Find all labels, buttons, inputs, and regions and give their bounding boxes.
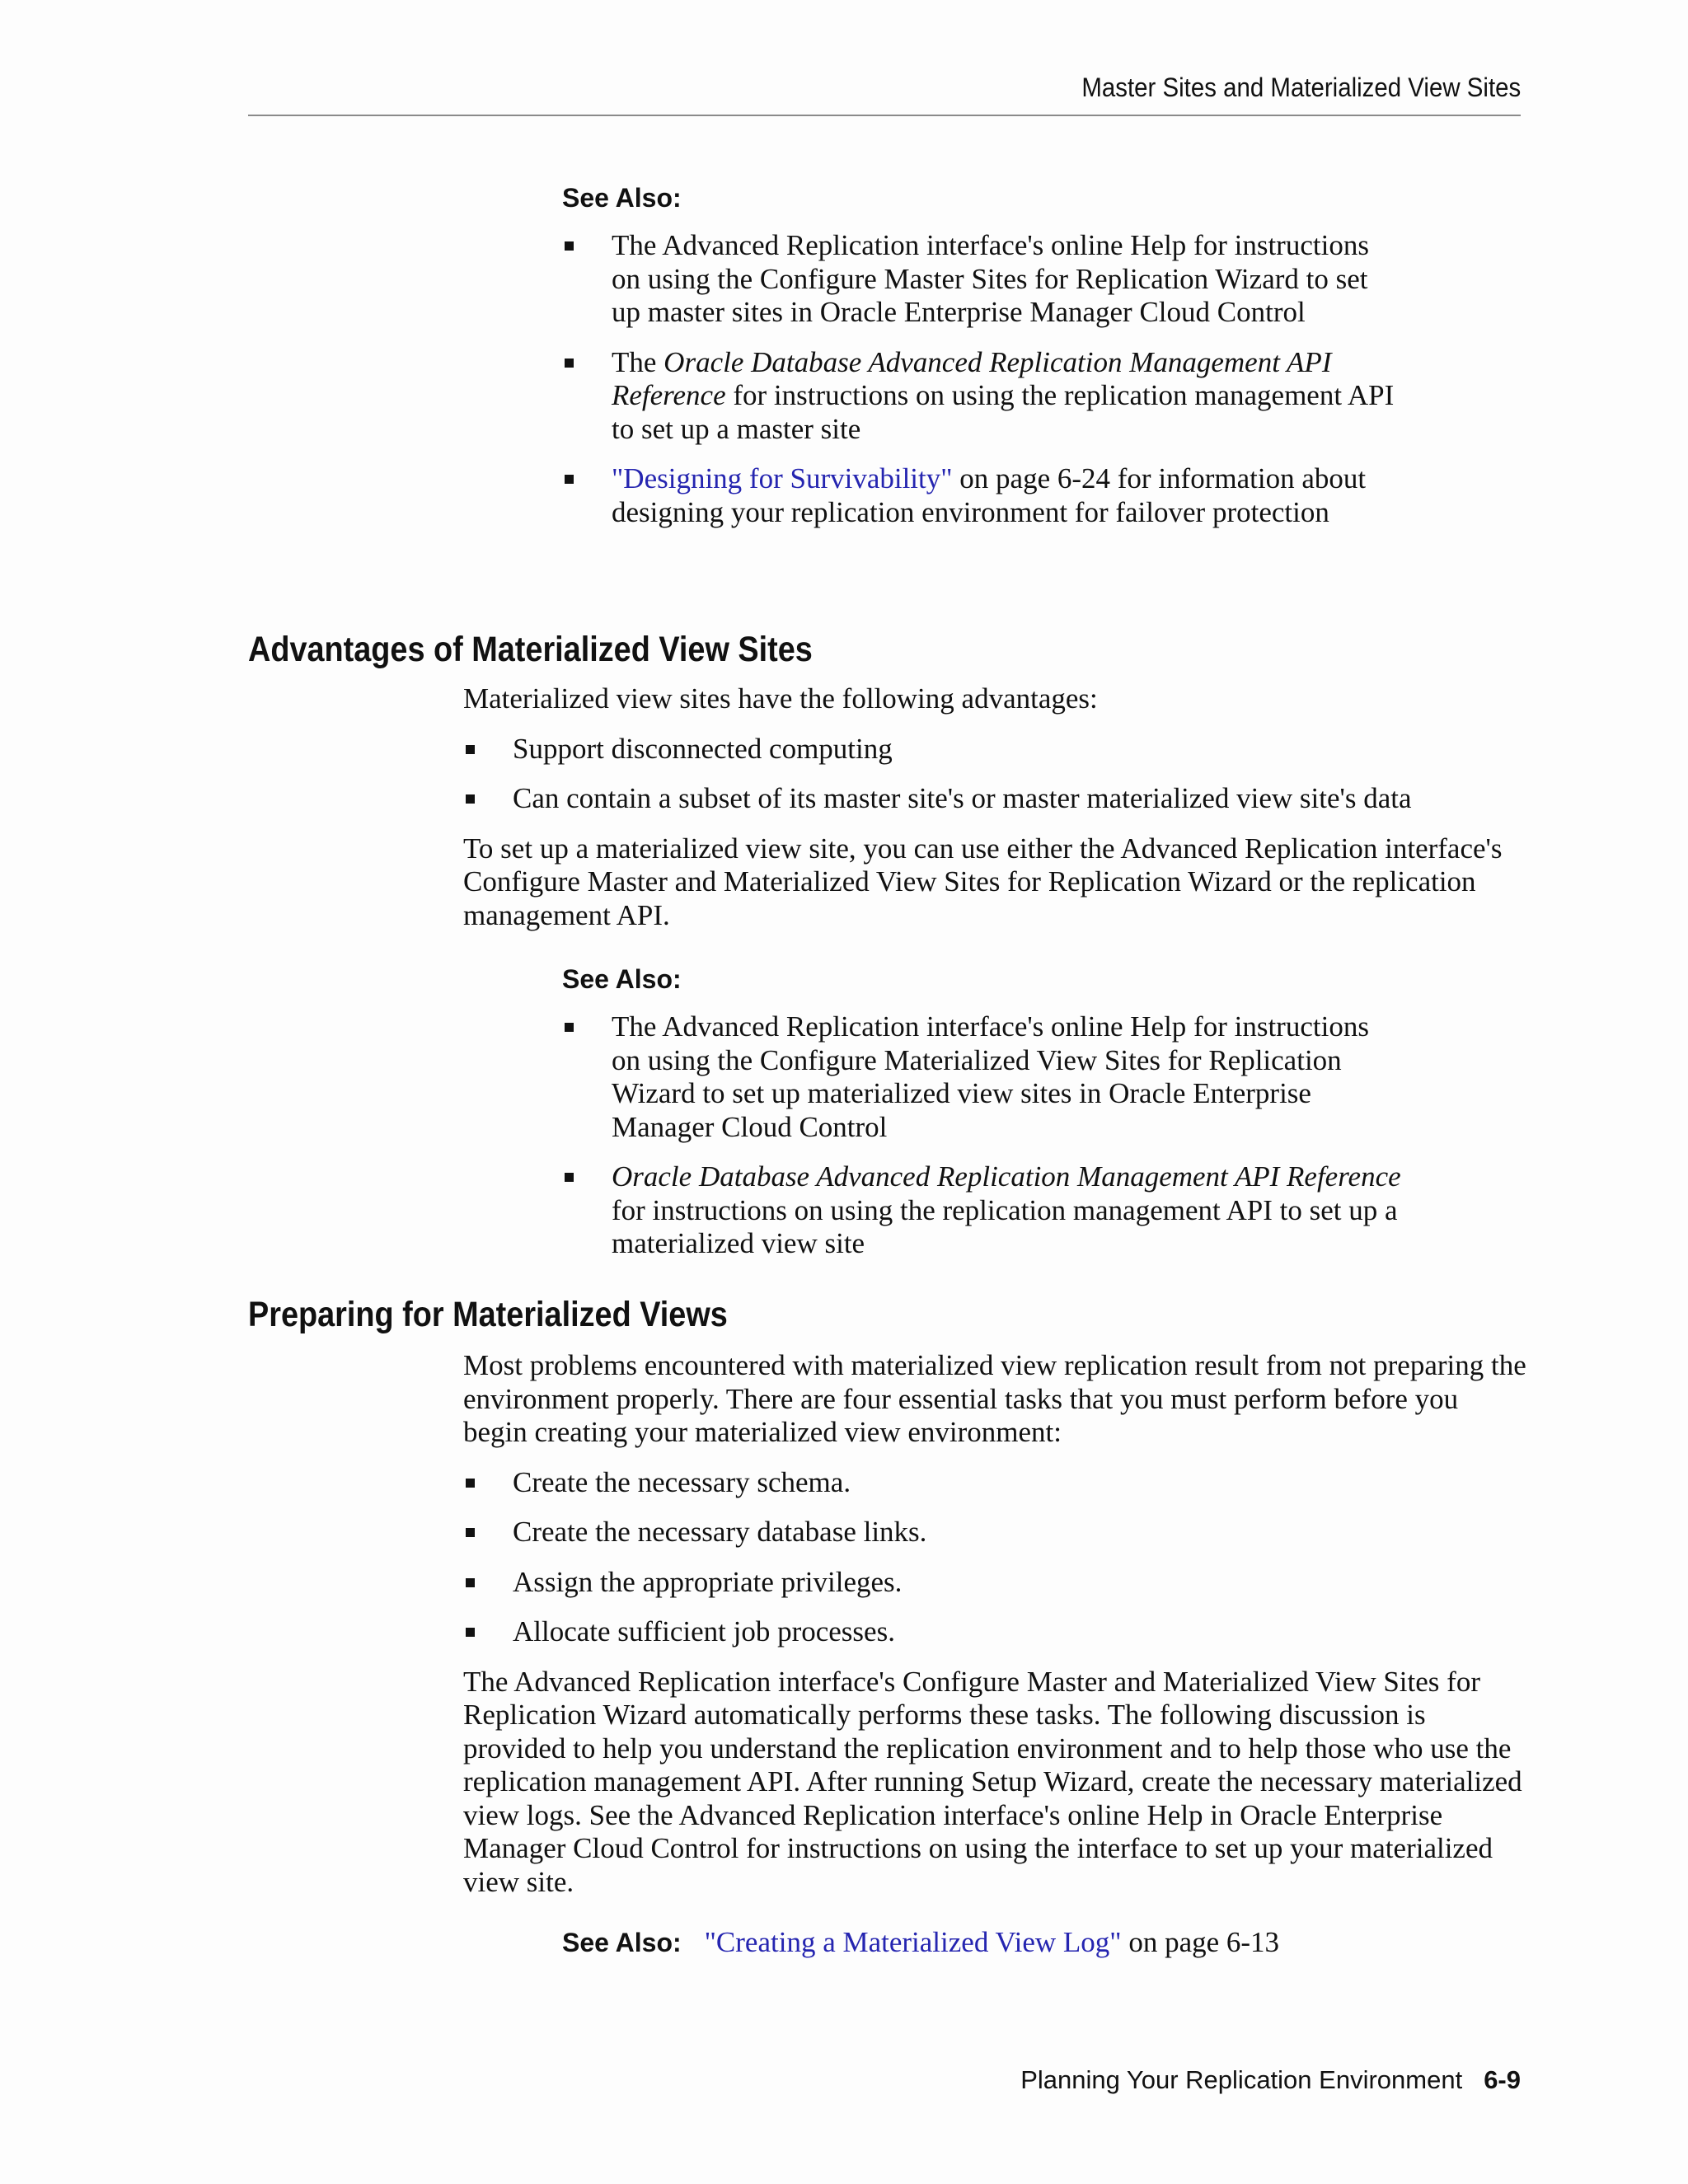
see-also-title: See Also: — [562, 1928, 682, 1957]
preparing-list — [463, 1466, 1526, 1649]
advantages-paragraph: To set up a materialized view site, you can use either the Advanced Replication interface's Configure Master and Materialized View Sites for Replication Wizard or the replication management API. — [463, 832, 1503, 931]
list-item-text: Can contain a subset of its master site's or master materialized view site's data — [513, 782, 1412, 814]
see-also-item — [562, 229, 1403, 330]
list-item-text: Support disconnected computing — [513, 732, 893, 765]
preparing-paragraph: The Advanced Replication interface's Configure Master and Materialized View Sites for Replication Wizard automatically performs these tasks. The following discussion is provided to help you understand the replication environment and to help those who use the replication management API. After running Setup Wizard, create the necessary materialized view logs. See the Advanced Replication interface's online Help in Oracle Enterprise Manager Cloud Control for instructions on using the interface to set up your materialized view site. — [463, 1665, 1522, 1898]
see-also-item-suffix: for instructions on using the replication management API to set up a master site — [612, 379, 1395, 445]
list-item — [463, 782, 1526, 816]
list-item — [463, 1516, 1526, 1549]
list-item — [463, 1566, 1526, 1600]
bullet-square-icon — [466, 1479, 475, 1488]
see-also-item — [562, 346, 1403, 447]
bullet-square-icon — [466, 1578, 475, 1587]
see-also-inline — [562, 1926, 1469, 1959]
book-title: Oracle Database Advanced Replication Management API Reference — [612, 1160, 1401, 1193]
see-also-item-prefix: The — [612, 345, 664, 378]
bullet-square-icon — [565, 475, 574, 484]
list-item-text: Create the necessary schema. — [513, 1465, 851, 1498]
list-item — [463, 1466, 1526, 1500]
see-also-item-text: The Advanced Replication interface's online Help for instructions on using the Configure Master Sites for Replication Wizard to set up master sites in Oracle Enterprise Manager Cloud Control — [612, 229, 1369, 328]
list-item-text: Create the necessary database links. — [513, 1516, 927, 1548]
see-also-item-text: The Advanced Replication interface's online Help for instructions on using the Configure Materialized View Sites for Replication Wizard to set up materialized view sites in Oracle Enterprise Manager Cloud Control — [612, 1010, 1369, 1143]
preparing-intro: Most problems encountered with materialized view replication result from not preparing the environment properly. There are four essential tasks that you must perform before you begin creating your materialized view environment: — [463, 1349, 1526, 1448]
see-also-title: See Also: — [562, 183, 682, 213]
bullet-square-icon — [565, 241, 574, 251]
footer-page-number: 6-9 — [1484, 2065, 1521, 2094]
list-item-text: Allocate sufficient job processes. — [513, 1615, 895, 1647]
advantages-body — [463, 682, 1526, 932]
section-heading-advantages: Advantages of Materialized View Sites — [248, 630, 813, 669]
link-designing-for-survivability[interactable]: "Designing for Survivability" — [612, 462, 953, 494]
advantages-list — [463, 733, 1526, 816]
list-item — [463, 1615, 1526, 1649]
see-also-list — [562, 229, 1403, 529]
running-header-title: Master Sites and Materialized View Sites — [1081, 73, 1521, 102]
header-divider — [248, 115, 1521, 116]
link-creating-materialized-view-log[interactable]: "Creating a Materialized View Log" — [704, 1926, 1122, 1958]
see-also-box — [562, 181, 1403, 546]
bullet-square-icon — [565, 359, 574, 368]
see-also-item-suffix: on page 6-24 for information about designing your replication environment for failover protection — [612, 462, 1367, 528]
see-also-title: See Also: — [562, 964, 682, 994]
preparing-body — [463, 1349, 1526, 1899]
see-also-item — [562, 1010, 1403, 1144]
see-also-box — [562, 963, 1403, 1277]
section-heading-preparing: Preparing for Materialized Views — [248, 1295, 728, 1334]
bullet-square-icon — [466, 1628, 475, 1637]
see-also-item — [562, 1160, 1403, 1261]
see-also-suffix: on page 6-13 — [1121, 1926, 1280, 1958]
advantages-intro: Materialized view sites have the following advantages: — [463, 682, 1098, 715]
bullet-square-icon — [466, 745, 475, 754]
list-item-text: Assign the appropriate privileges. — [513, 1565, 903, 1598]
book-title: Oracle Database Advanced Replication Management API Reference — [612, 345, 1332, 411]
footer-chapter-title: Planning Your Replication Environment — [1020, 2065, 1463, 2094]
see-also-list — [562, 1010, 1403, 1261]
bullet-square-icon — [565, 1173, 574, 1182]
see-also-item-suffix: for instructions on using the replication management API to set up a materialized view site — [612, 1193, 1398, 1259]
bullet-square-icon — [466, 794, 475, 804]
bullet-square-icon — [466, 1528, 475, 1537]
see-also-item — [562, 462, 1403, 529]
bullet-square-icon — [565, 1023, 574, 1032]
list-item — [463, 733, 1526, 766]
page-footer — [1020, 2065, 1521, 2095]
